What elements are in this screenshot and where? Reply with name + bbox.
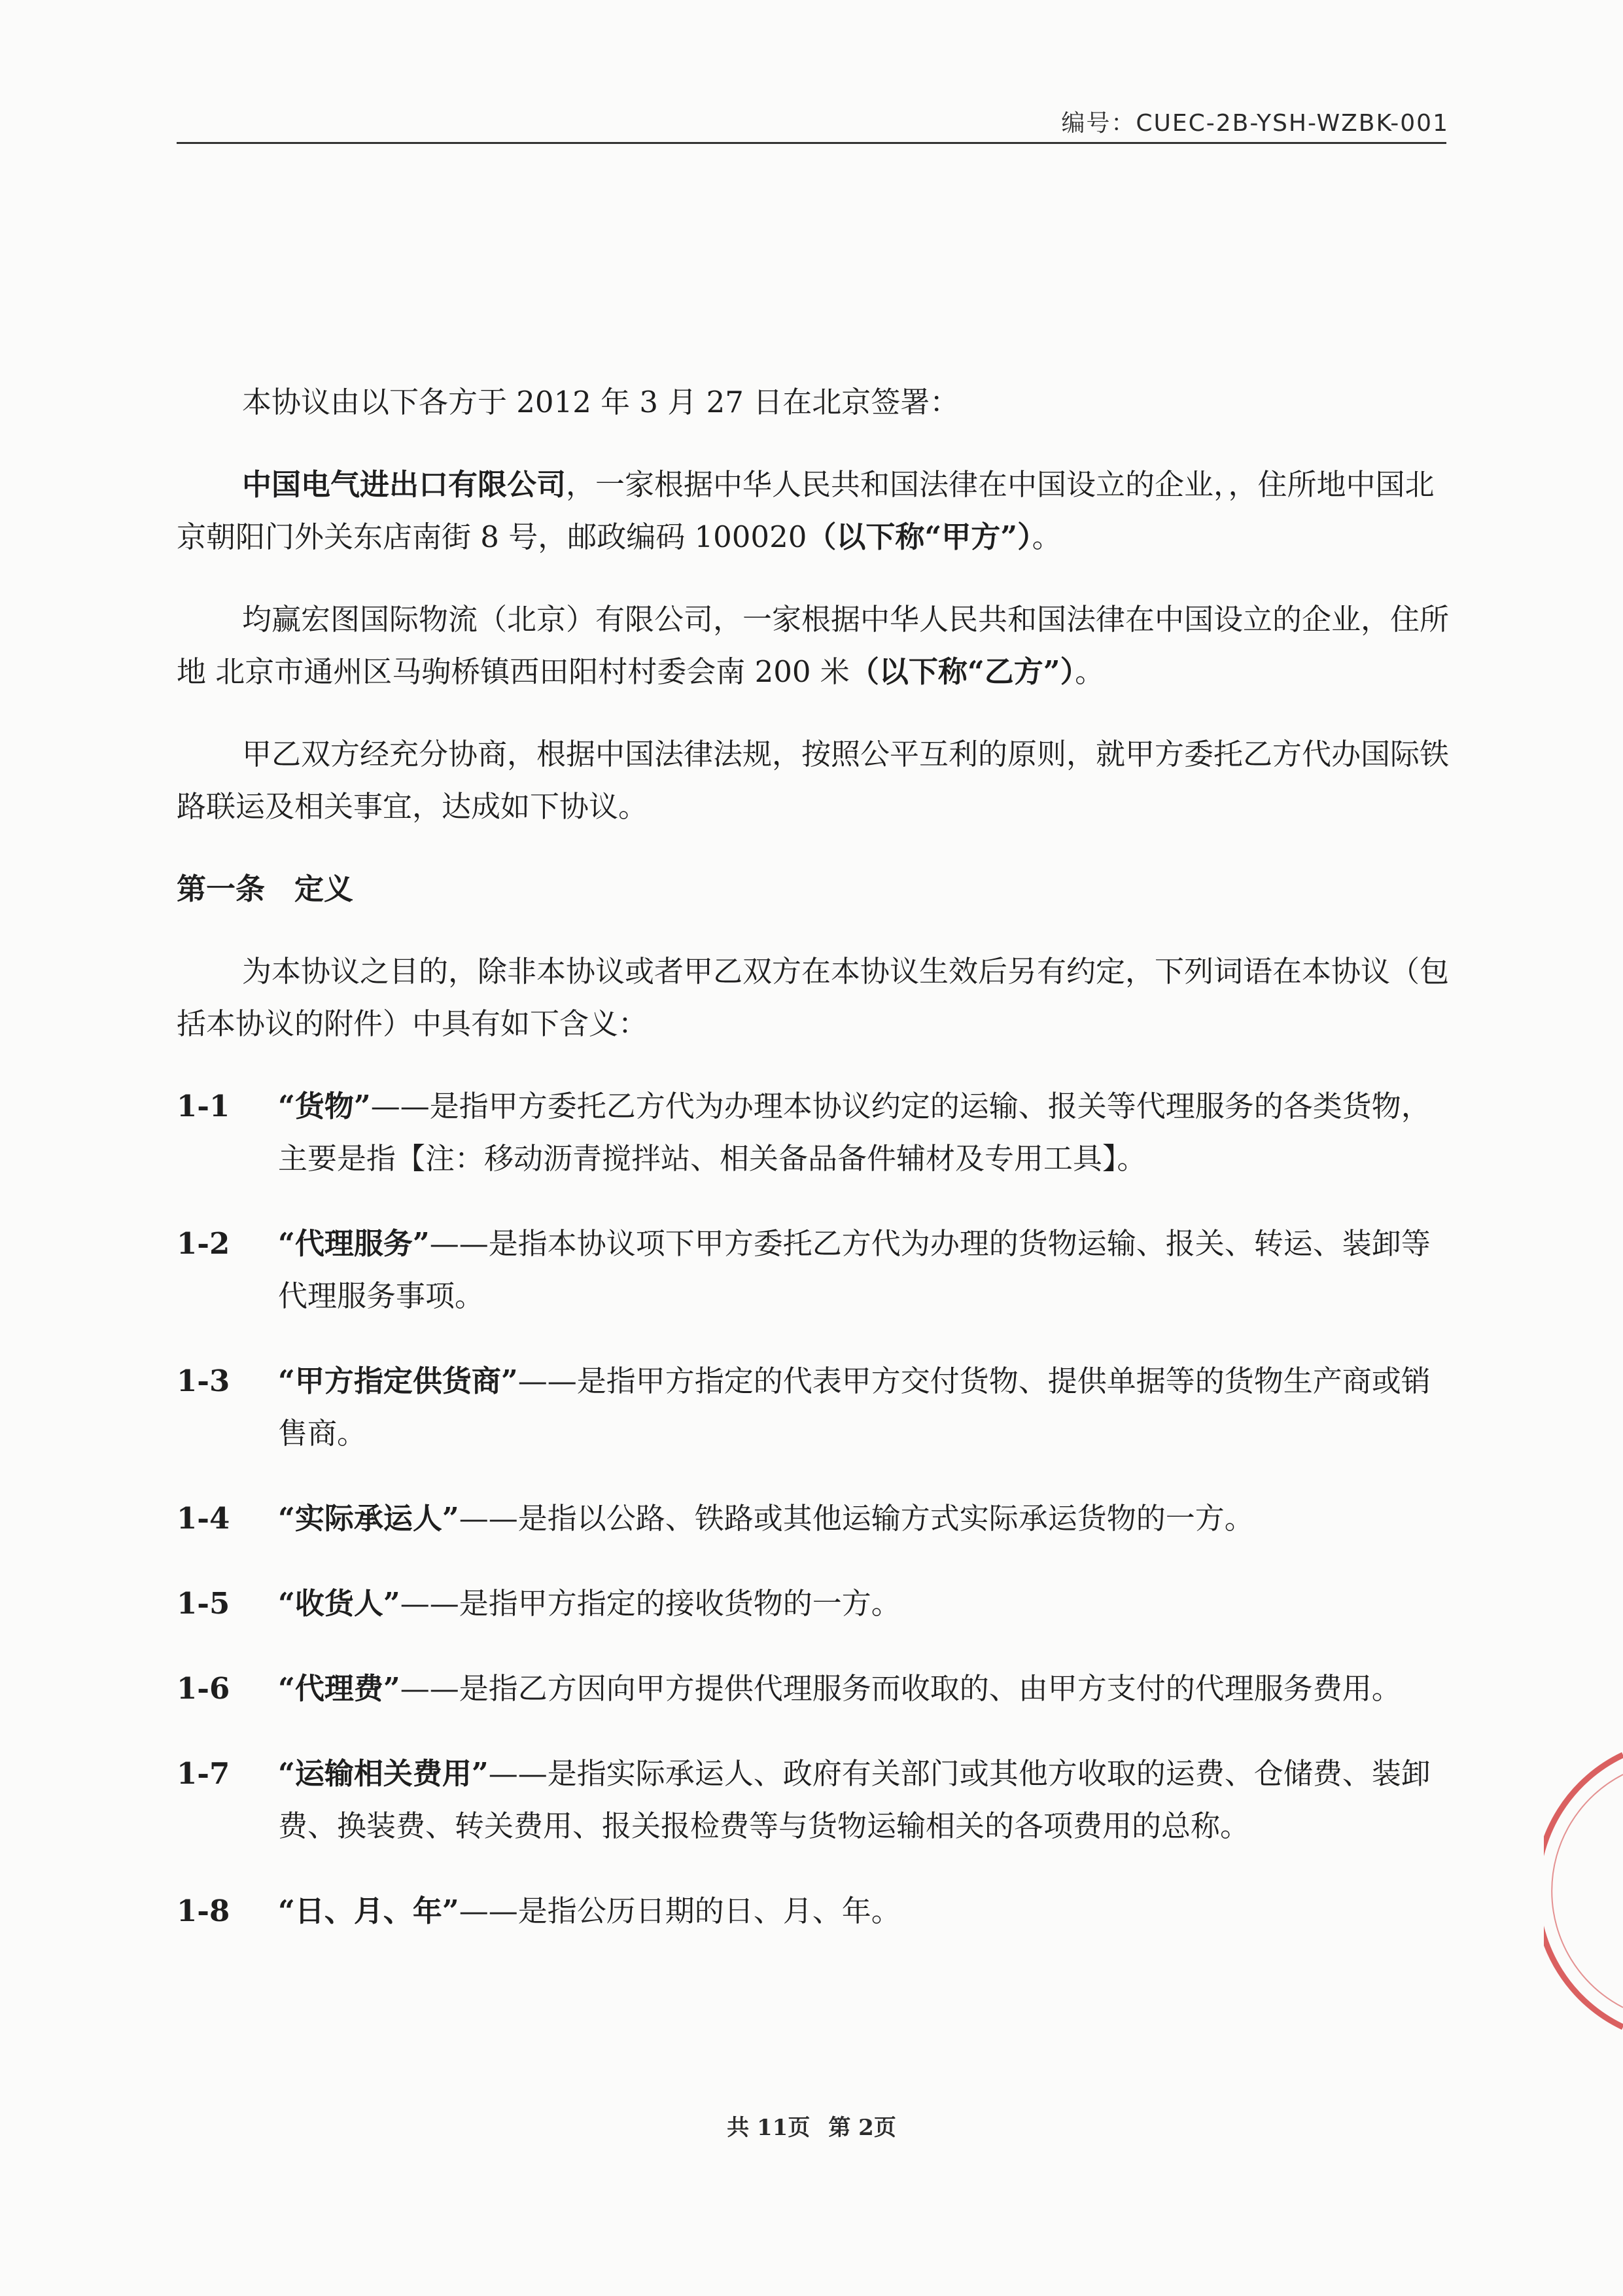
party-b-designation: （以下称“乙方”） — [849, 654, 1075, 689]
definition-text: ——是指本协议项下甲方委托乙方代为办理的货物运输、报关、转运、装卸等代理服务事项。 — [278, 1226, 1431, 1313]
total-pages: 共 11页 — [727, 2115, 811, 2141]
definition-term: “实际承运人” — [278, 1501, 459, 1536]
definition-number: 1-1 — [177, 1089, 230, 1123]
recital-paragraph: 甲乙双方经充分协商，根据中国法律法规，按照公平互利的原则，就甲方委托乙方代办国际铁路联运及相关事宜，达成如下协议。 — [177, 737, 1450, 824]
definition-item — [177, 1218, 1449, 1322]
definition-number: 1-8 — [177, 1894, 230, 1928]
definition-item — [177, 1663, 1449, 1715]
definition-text: ——是指甲方委托乙方代为办理本协议约定的运输、报关等代理服务的各类货物，主要是指【注：移动沥青搅拌站、相关备品备件辅材及专用工具】。 — [278, 1089, 1431, 1176]
seal-ring — [1544, 1755, 1623, 2027]
party-b-ending: 。 — [1075, 654, 1105, 689]
definition-term: “代理费” — [278, 1671, 400, 1706]
definition-number: 1-6 — [177, 1671, 230, 1706]
definition-term: “日、月、年” — [278, 1894, 459, 1928]
current-page: 第 2页 — [828, 2115, 896, 2141]
party-a-designation: （以下称“甲方”） — [807, 520, 1032, 554]
definition-number: 1-7 — [177, 1756, 230, 1791]
document-number: 编号：CUEC-2B-YSH-WZBK-001 — [1061, 110, 1449, 137]
definition-item — [177, 1355, 1449, 1460]
definition-item — [177, 1578, 1449, 1630]
company-seal-stamp — [1544, 1740, 1623, 2041]
page-footer — [0, 2110, 1623, 2142]
definition-text: ——是指实际承运人、政府有关部门或其他方收取的运费、仓储费、装卸费、换装费、转关费用、报关报检费等与货物运输相关的各项费用的总称。 — [278, 1756, 1431, 1843]
definition-term: “甲方指定供货商” — [278, 1364, 518, 1398]
article-1-heading — [177, 863, 1449, 915]
definition-term: “运输相关费用” — [278, 1756, 489, 1791]
definition-item — [177, 1492, 1449, 1545]
definition-text: ——是指甲方指定的接收货物的一方。 — [400, 1586, 901, 1621]
party-a-description: ，一家根据中华人民共和国法律在中国设立的企业，，住所地中国北京朝阳门外关东店南街 8 号，邮政编码 100020 — [177, 467, 1435, 554]
party-b-paragraph — [177, 593, 1449, 698]
definition-text: ——是指乙方因向甲方提供代理服务而收取的、由甲方支付的代理服务费用。 — [400, 1671, 1401, 1706]
party-a-paragraph — [177, 459, 1449, 563]
party-a-name: 中国电气进出口有限公司 — [242, 467, 567, 502]
definition-text: ——是指公历日期的日、月、年。 — [459, 1894, 901, 1928]
definition-text: ——是指以公路、铁路或其他运输方式实际承运货物的一方。 — [459, 1501, 1254, 1536]
definition-term: “代理服务” — [278, 1226, 430, 1261]
party-b-text: 均赢宏图国际物流（北京）有限公司，一家根据中华人民共和国法律在中国设立的企业，住所地 北京市通州区马驹桥镇西田阳村村委会南 200 米 — [177, 602, 1450, 689]
definition-number: 1-5 — [177, 1586, 230, 1621]
preamble-paragraph: 本协议由以下各方于 2012 年 3 月 27 日在北京签署： — [242, 385, 960, 419]
header-divider — [177, 142, 1446, 144]
article-1-number: 第一条 — [177, 872, 266, 906]
article-1-intro: 为本协议之目的，除非本协议或者甲乙双方在本协议生效后另有约定，下列词语在本协议（包括本协议的附件）中具有如下含义： — [177, 954, 1450, 1041]
definition-item — [177, 1080, 1449, 1185]
article-1-title: 定义 — [294, 872, 354, 906]
agreement-body — [177, 376, 1449, 1970]
definition-item — [177, 1748, 1449, 1852]
definition-term: “收货人” — [278, 1586, 400, 1621]
definition-text: ——是指甲方指定的代表甲方交付货物、提供单据等的货物生产商或销售商。 — [278, 1364, 1431, 1451]
definition-number: 1-3 — [177, 1364, 230, 1398]
definition-number: 1-4 — [177, 1501, 230, 1536]
definition-term: “货物” — [278, 1089, 371, 1123]
definition-number: 1-2 — [177, 1226, 230, 1261]
party-a-ending: 。 — [1032, 520, 1062, 554]
definition-item — [177, 1885, 1449, 1937]
